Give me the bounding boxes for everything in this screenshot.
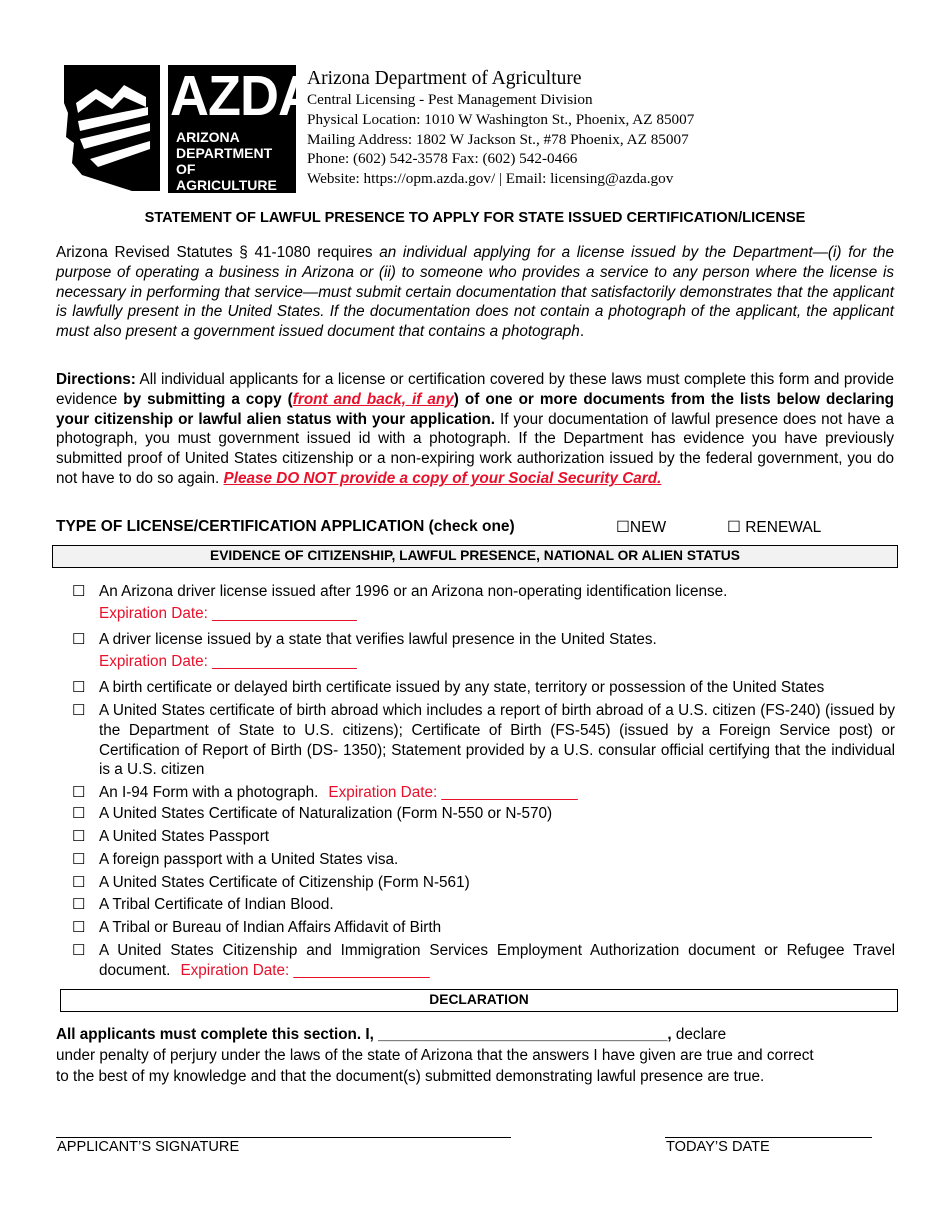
evidence-heading: EVIDENCE OF CITIZENSHIP, LAWFUL PRESENCE, NATIONAL OR ALIEN STATUS	[52, 545, 898, 568]
evidence-item-text: A Tribal Certificate of Indian Blood.	[99, 896, 334, 913]
evidence-item[interactable]	[72, 918, 895, 938]
evidence-item-text: A birth certificate or delayed birth certificate issued by any state, territory or possession of the United States	[99, 679, 825, 696]
expiration-date-field[interactable]: Expiration Date: ________________	[180, 961, 430, 979]
evidence-checkbox[interactable]: ☐	[72, 784, 86, 801]
logo-line-2: DEPARTMENT	[176, 145, 273, 161]
evidence-checkbox[interactable]: ☐	[72, 919, 86, 936]
evidence-checkbox[interactable]: ☐	[72, 583, 86, 600]
evidence-item-text: A United States certificate of birth abroad which includes a report of birth abroad of a U.S. citizen (FS-240) (issued by the Department of State to U.S. citizens); Certificate of Birth (FS-545) (issued by a Foreign Service post) or Certification of Report of Birth (DS- 1350); Statement provided by a U.S. consular official certifying that the individual is a U.S. citizen	[99, 702, 895, 779]
evidence-item[interactable]	[72, 895, 895, 915]
evidence-item[interactable]	[72, 783, 895, 803]
evidence-item-text: An Arizona driver license issued after 1996 or an Arizona non-operating identification license.	[99, 583, 728, 600]
directions-bold-2: ) of one or more documents from the lists below declaring your citizenship or lawful alien status with your application.	[56, 390, 895, 428]
evidence-item-text: A United States Citizenship and Immigration Services Employment Authorization document or Refugee Travel document.	[99, 942, 895, 979]
document-title: STATEMENT OF LAWFUL PRESENCE TO APPLY FOR STATE ISSUED CERTIFICATION/LICENSE	[144, 210, 806, 226]
date-line[interactable]	[665, 1137, 872, 1138]
evidence-item[interactable]	[72, 941, 895, 981]
evidence-item[interactable]	[72, 582, 895, 626]
declaration-name-line[interactable]: All applicants must complete this section. I, __________________________________,	[56, 1026, 672, 1043]
declaration-declare: declare	[671, 1026, 727, 1043]
evidence-item-text: An I-94 Form with a photograph.	[99, 784, 319, 801]
agency-phone: Phone: (602) 542-3578 Fax: (602) 542-0466	[307, 150, 578, 168]
new-checkbox[interactable]: ☐	[616, 519, 630, 536]
new-label: NEW	[629, 519, 667, 536]
evidence-item-text: A United States Certificate of Naturalization (Form N-550 or N-570)	[99, 805, 553, 822]
directions-bold-1: by submitting a copy (	[123, 390, 293, 408]
expiration-date-field[interactable]: Expiration Date: ________________	[328, 784, 578, 801]
new-option[interactable]	[616, 518, 666, 537]
date-label: TODAY’S DATE	[666, 1139, 770, 1155]
evidence-item-text: A driver license issued by a state that verifies lawful presence in the United States.	[99, 631, 657, 648]
logo-line-3: OF AGRICULTURE	[176, 161, 277, 193]
evidence-item[interactable]	[72, 678, 895, 698]
evidence-item-text: A United States Passport	[99, 828, 270, 845]
agency-division: Central Licensing - Pest Management Division	[307, 91, 593, 108]
evidence-checkbox[interactable]: ☐	[72, 874, 86, 891]
renewal-checkbox[interactable]: ☐	[727, 519, 741, 536]
agency-name: Arizona Department of Agriculture	[307, 68, 582, 89]
statute-lead: Arizona Revised Statutes § 41-1080 requires	[56, 244, 380, 261]
logo-line-1: ARIZONA	[176, 129, 240, 145]
evidence-item[interactable]	[72, 701, 895, 780]
directions-label: Directions:	[56, 371, 136, 388]
evidence-item-text: A United States Certificate of Citizenship (Form N-561)	[99, 874, 470, 891]
evidence-item[interactable]	[72, 827, 895, 847]
directions-paragraph	[56, 370, 894, 489]
agency-physical-address: Physical Location: 1010 W Washington St., Phoenix, AZ 85007	[307, 110, 695, 128]
ssn-warning: Please DO NOT provide a copy of your Social Security Card.	[223, 469, 662, 487]
evidence-checkbox[interactable]: ☐	[72, 805, 86, 822]
agency-website: Website: https://opm.azda.gov/ | Email: licensing@azda.gov	[307, 170, 674, 188]
renewal-label: RENEWAL	[745, 519, 822, 536]
declaration-heading: DECLARATION	[60, 989, 898, 1012]
expiration-date-field[interactable]: Expiration Date: _________________	[99, 604, 357, 622]
evidence-item-text: A Tribal or Bureau of Indian Affairs Affidavit of Birth	[99, 919, 442, 936]
evidence-item-text: A foreign passport with a United States visa.	[99, 851, 399, 868]
evidence-checkbox[interactable]: ☐	[72, 896, 86, 913]
evidence-checkbox[interactable]: ☐	[72, 631, 86, 648]
logo-acronym: AZDA	[170, 64, 316, 128]
evidence-item[interactable]	[72, 873, 895, 893]
signature-line[interactable]	[56, 1137, 511, 1138]
azda-logo	[62, 63, 316, 193]
evidence-checkbox[interactable]: ☐	[72, 828, 86, 845]
evidence-checkbox[interactable]: ☐	[72, 679, 86, 696]
directions-text-2: If your documentation of lawful presence does not have a photograph, you must government issued id with a photograph. If the Department has evidence you have previously submitted proof of United States citizenship or a non-expiring work authorization issued by the federal government, you do not have to do so again.	[56, 410, 894, 487]
evidence-checkbox[interactable]: ☐	[72, 942, 86, 959]
directions-text-1: All individual applicants for a license or certification covered by these laws must complete this form and provide evidence	[56, 371, 894, 408]
front-and-back-note: front and back, if any	[292, 390, 454, 408]
evidence-checkbox[interactable]: ☐	[72, 851, 86, 868]
evidence-item[interactable]	[72, 630, 895, 674]
statute-quote: an individual applying for a license issued by the Department—(i) for the purpose of operating a business in Arizona or (ii) to someone who provides a service to any person where the license is necessary in performing that service—must submit certain documentation that satisfactorily demonstrates that the applicant is lawfully present in the United States. If the documentation does not contain a photograph of the applicant, the applicant must also present a government issued document that contains a photograph	[56, 244, 894, 341]
declaration-body: under penalty of perjury under the laws of the state of Arizona that the answers I have given are true and correct to the best of my knowledge and that the document(s) submitted demonstrating lawful presence are true.	[56, 1047, 814, 1085]
statute-end: .	[579, 323, 585, 341]
statute-paragraph	[56, 243, 894, 342]
expiration-date-field[interactable]: Expiration Date: _________________	[99, 652, 357, 670]
license-type-label: TYPE OF LICENSE/CERTIFICATION APPLICATION (check one)	[56, 518, 515, 535]
evidence-item[interactable]	[72, 850, 895, 870]
signature-label: APPLICANT’S SIGNATURE	[57, 1139, 240, 1155]
evidence-item[interactable]	[72, 804, 895, 824]
declaration-text	[56, 1024, 816, 1087]
agency-contact-block	[307, 67, 694, 189]
renewal-option[interactable]	[727, 518, 821, 537]
evidence-checkbox[interactable]: ☐	[72, 702, 86, 719]
agency-mailing-address: Mailing Address: 1802 W Jackson St., #78 Phoenix, AZ 85007	[307, 130, 689, 148]
